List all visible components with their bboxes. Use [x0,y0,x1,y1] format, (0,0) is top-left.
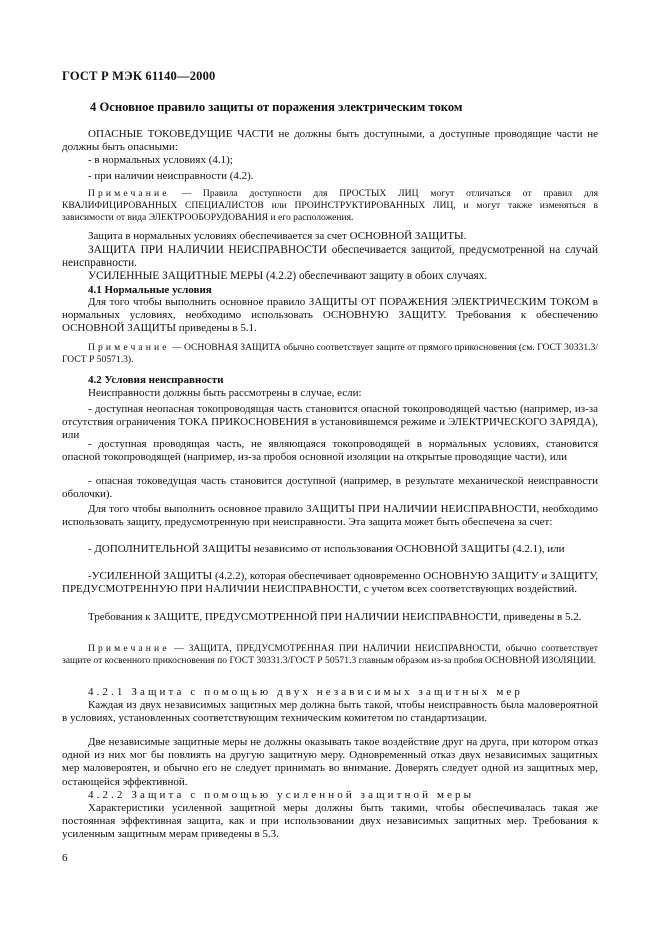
paragraph: ЗАЩИТА ПРИ НАЛИЧИИ НЕИСПРАВНОСТИ обеспечивается защитой, предусмотренной на случай неисправности. [62,244,598,270]
subsection-heading: 4.2.2 Защита с помощью усиленной защитной меры [88,789,475,801]
note-text: — ОСНОВНАЯ ЗАЩИТА обычно соответствует защите от прямого прикосновения (см. ГОСТ 30331.3/ГОСТ Р 50571.3). [62,342,599,365]
subsection-heading: 4.2.1 Защита с помощью двух независимых защитных мер [88,686,524,698]
subsection-heading: 4.1 Нормальные условия [88,284,212,296]
note-label: Примечание [88,643,170,654]
list-item: -УСИЛЕННОЙ ЗАЩИТЫ (4.2.2), которая обеспечивает одновременно ОСНОВНУЮ ЗАЩИТУ и ЗАЩИТУ, ПРЕДУСМОТРЕННУЮ ПРИ НАЛИЧИИ НЕИСПРАВНОСТИ, с учетом всех соответствующих воздействий. [62,570,598,596]
list-item: - ДОПОЛНИТЕЛЬНОЙ ЗАЩИТЫ независимо от использования ОСНОВНОЙ ЗАЩИТЫ (4.2.1), или [88,543,565,555]
paragraph: Две независимые защитные меры не должны оказывать такое воздействие друг на друга, при котором отказ одной из них мог бы повлиять на другую защитную меру. Одновременный отказ двух независимых защитных мер маловероятен, и обычно его не следует принимать во внимание. Доверять следует одной из защитных мер, остающейся эффективной. [62,736,598,788]
paragraph: Каждая из двух независимых защитных мер должна быть такой, чтобы неисправность была маловероятной в условиях, установленных соответствующим техническим комитетом по стандартизации. [62,699,598,725]
paragraph: Требования к ЗАЩИТЕ, ПРЕДУСМОТРЕННОЙ ПРИ НАЛИЧИИ НЕИСПРАВНОСТИ, приведены в 5.2. [88,611,582,623]
list-item: - в нормальных условиях (4.1); [88,154,233,166]
note [62,188,598,224]
paragraph: Характеристики усиленной защитной меры должны быть такими, чтобы обеспечивалась такая же постоянная эффективная защита, как и при использовании двух независимых защитных мер. Требования к усиленным защитным мерам приведены в 5.3. [62,802,598,841]
list-item: - опасная токоведущая часть становится доступной (например, в результате механической неисправности оболочки). [62,475,598,501]
note [62,342,598,366]
list-item: - доступная неопасная токопроводящая часть становится опасной токопроводящей частью (например, из-за отсутствия ограничения ТОКА ПРИКОСНОВЕНИЯ в установившемся режиме и ЭЛЕКТРИЧЕСКОГО ЗАРЯДА), или [62,403,598,442]
paragraph: Для того чтобы выполнить основное правило ЗАЩИТЫ ОТ ПОРАЖЕНИЯ ЭЛЕКТРИЧЕСКИМ ТОКОМ в нормальных условиях, необходимо использовать ОСНОВНУЮ ЗАЩИТУ. Требования к обеспечению ОСНОВНОЙ ЗАЩИТЫ приведены в 5.1. [62,296,598,335]
paragraph: Защита в нормальных условиях обеспечивается за счет ОСНОВНОЙ ЗАЩИТЫ. [88,230,467,242]
list-item: - при наличии неисправности (4.2). [88,170,254,182]
section-title: 4 Основное правило защиты от поражения электрическим током [90,100,463,114]
paragraph: Для того чтобы выполнить основное правило ЗАЩИТЫ ПРИ НАЛИЧИИ НЕИСПРАВНОСТИ, необходимо использовать защиту, предусмотренную при неисправности. Эта защита может быть обеспечена за счет: [62,503,598,529]
note-text: — Правила доступности для ПРОСТЫХ ЛИЦ могут отличаться от правил для КВАЛИФИЦИРОВАННЫХ СПЕЦИАЛИСТОВ или ПРОИНСТРУКТИРОВАННЫХ ЛИЦ, и могут также изменяться в зависимости от вида ЭЛЕКТРООБОРУДОВАНИЯ и его расположения. [62,188,598,223]
note-label: Примечание [88,188,170,199]
note [62,643,598,667]
list-item: - доступная проводящая часть, не являющаяся токопроводящей в нормальных условиях, становится опасной токопроводящей (например, из-за пробоя основной изоляции на открытые проводящие части), или [62,438,598,464]
paragraph: УСИЛЕННЫЕ ЗАЩИТНЫЕ МЕРЫ (4.2.2) обеспечивают защиту в обоих случаях. [88,270,488,282]
note-label: Примечание [88,342,170,353]
paragraph: Неисправности должны быть рассмотрены в случае, если: [88,387,362,399]
subsection-heading: 4.2 Условия неисправности [88,374,224,386]
paragraph: ОПАСНЫЕ ТОКОВЕДУЩИЕ ЧАСТИ не должны быть доступными, а доступные проводящие части не должны быть опасными: [62,128,598,154]
document-header: ГОСТ Р МЭК 61140—2000 [62,69,216,83]
page-number: 6 [62,852,68,864]
note-text: — ЗАЩИТА, ПРЕДУСМОТРЕННАЯ ПРИ НАЛИЧИИ НЕИСПРАВНОСТИ, обычно соответствует защите от косвенного прикосновения по ГОСТ 30331.3/ГОСТ Р 50571.3 главным образом из-за пробоя ОСНОВНОЙ ИЗОЛЯЦИИ. [62,643,598,666]
